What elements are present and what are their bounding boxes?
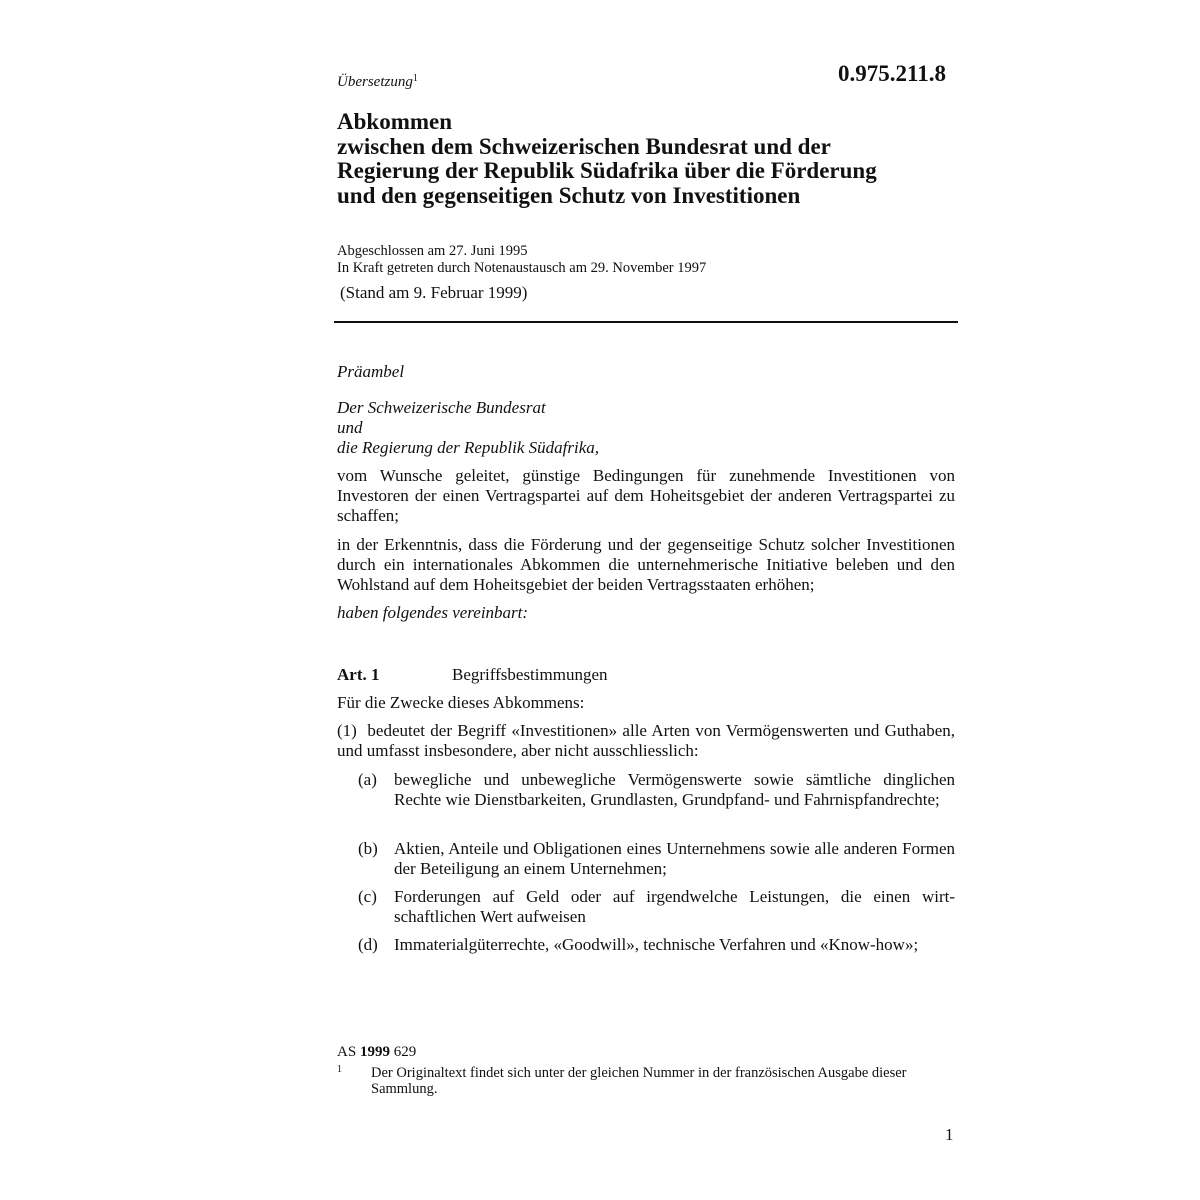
as-year: 1999 [359, 1044, 390, 1060]
as-page: 629 [393, 1044, 417, 1060]
party-line: Der Schweizerische Bundesrat [337, 398, 546, 417]
header-divider [334, 321, 958, 323]
item-text: Immaterialgüterrechte, «Goodwill», technische Verfahren und «Know-how»; [394, 935, 919, 954]
official-collection-reference [337, 1044, 416, 1061]
preamble-paragraph: vom Wunsche geleitet, günstige Bedingungen für zunehmende Investitionen von Investoren der einen Vertragspartei auf dem Hoheitsgebiet der anderen Vertragspartei zu schaffen; [337, 466, 955, 525]
concluded-date: Abgeschlossen am 27. Juni 1995 [337, 243, 528, 259]
item-text: Aktien, Anteile und Obligationen eines Unternehmens sowie alle anderen Formen der Beteiligung an einem Unternehmen; [394, 839, 955, 878]
page-number: 1 [945, 1125, 954, 1144]
in-force-date: In Kraft getreten durch Notenaustausch am 29. November 1997 [337, 259, 707, 276]
footnote-marker[interactable]: 1 [412, 73, 418, 84]
title-line: und den gegenseitigen Schutz von Investitionen [337, 182, 801, 208]
preamble-heading: Präambel [337, 362, 405, 381]
item-text: Forderungen auf Geld oder auf irgendwelche Leistungen, die einen wirtschaftlichen Wert aufweisen [394, 887, 955, 926]
title-line: zwischen dem Schweizerischen Bundesrat und der [337, 133, 831, 159]
preamble-paragraph: in der Erkenntnis, dass die Förderung und der gegenseitige Schutz solcher Investitionen durch ein internationales Abkommen die unternehmerische Initiative beleben und den Wohlstand auf dem Hoheitsgebiet der beiden Vertragsstaaten erhöhen; [337, 535, 955, 594]
status-date: (Stand am 9. Februar 1999) [340, 283, 528, 302]
treaty-dates [337, 243, 706, 276]
as-prefix: AS [337, 1044, 357, 1060]
translation-label: Übersetzung [337, 74, 413, 90]
translation-note [337, 74, 418, 91]
document-title [337, 110, 957, 208]
footnote-number: 1 [337, 1064, 342, 1075]
item-label: (a) [358, 770, 377, 789]
footnote-text: Der Originaltext findet sich unter der gleichen Nummer in der französischen Ausgabe dieser Sammlung. [371, 1065, 907, 1097]
preamble-agreement: haben folgendes vereinbart: [337, 603, 529, 622]
item-label: (d) [358, 935, 378, 954]
definition-item [358, 935, 955, 955]
sr-number: 0.975.211.8 [838, 61, 946, 86]
party-line: die Regierung der Republik Südafrika, [337, 438, 600, 457]
article-number: Art. 1 [337, 665, 380, 684]
article-title: Begriffsbestimmungen [452, 665, 608, 684]
item-label: (c) [358, 887, 377, 906]
definition-item [358, 839, 955, 879]
item-text: bewegliche und unbewegliche Vermögenswerte sowie sämtliche dinglichen Rechte wie Dienstbarkeiten, Grundlasten, Grundpfand- und Fahrnispfandrechte; [394, 770, 955, 809]
title-line: Regierung der Republik Südafrika über die Förderung [337, 158, 877, 183]
definition-item [358, 887, 955, 927]
item-label: (b) [358, 839, 378, 858]
title-line: Abkommen [337, 109, 453, 134]
article-intro: Für die Zwecke dieses Abkommens: [337, 693, 585, 712]
preamble-parties [337, 398, 599, 458]
party-line: und [337, 418, 363, 437]
definition-paragraph: (1) bedeutet der Begriff «Investitionen» alle Arten von Vermögenswerten und Guthaben, und umfasst insbesondere, aber nicht ausschliesslich: [337, 721, 955, 760]
definition-item [358, 770, 955, 810]
